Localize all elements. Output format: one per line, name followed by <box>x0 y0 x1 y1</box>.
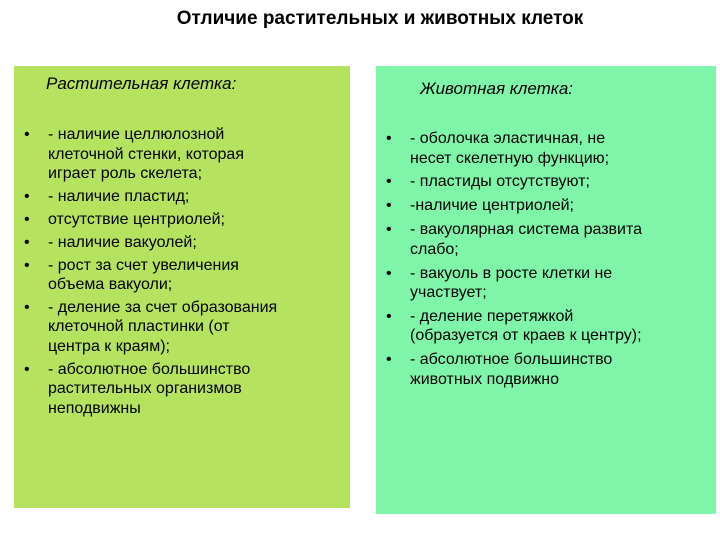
bullet-icon: • <box>386 307 392 325</box>
list-item: • отсутствие центриолей; <box>24 210 225 228</box>
page-title: Отличие растительных и животных клеток <box>176 8 584 29</box>
bullet-icon: • <box>24 126 30 143</box>
bullet-icon: • <box>24 360 30 378</box>
plant-cell-panel <box>14 66 350 508</box>
bullet-icon: • <box>24 187 30 205</box>
bullet-icon: • <box>386 197 392 215</box>
list-item: • - рост за счет увеличения объема вакуоли; <box>24 256 239 294</box>
list-item: • -наличие центриолей; <box>386 197 574 215</box>
list-item: • - абсолютное большинство животных подвижно <box>386 351 613 388</box>
animal-cell-list <box>376 129 714 394</box>
bullet-icon: • <box>24 210 30 228</box>
bullet-icon: • <box>24 256 30 274</box>
list-item: • - наличие целлюлозной клеточной стенки, которая играет роль скелета; <box>24 126 244 182</box>
bullet-icon: • <box>24 298 30 316</box>
bullet-icon: • <box>386 264 392 282</box>
list-item: • - вакуоль в росте клетки не участвует; <box>386 264 613 302</box>
list-item: • - наличие пластид; <box>24 187 190 205</box>
animal-cell-heading: Животная клетка: <box>420 79 574 98</box>
plant-cell-heading: Растительная клетка: <box>46 74 237 93</box>
animal-cell-panel <box>376 66 716 514</box>
bullet-icon: • <box>386 173 392 191</box>
plant-cell-list <box>14 125 344 422</box>
list-item: • - наличие вакуолей; <box>24 233 197 251</box>
list-item: • - оболочка эластичная, не несет скелетную функцию; <box>386 130 610 167</box>
bullet-icon: • <box>386 351 392 369</box>
list-item: • - деление перетяжкой (образуется от краев к центру); <box>386 307 642 345</box>
bullet-icon: • <box>24 233 30 251</box>
bullet-icon: • <box>386 130 392 147</box>
bullet-icon: • <box>386 221 392 239</box>
list-item: • - абсолютное большинство растительных организмов неподвижны <box>24 360 251 417</box>
list-item: • - деление за счет образования клеточной пластинки (от центра к краям); <box>24 298 278 355</box>
list-item: • - пластиды отсутствуют; <box>386 173 590 191</box>
list-item: • - вакуолярная система развита слабо; <box>386 221 643 258</box>
